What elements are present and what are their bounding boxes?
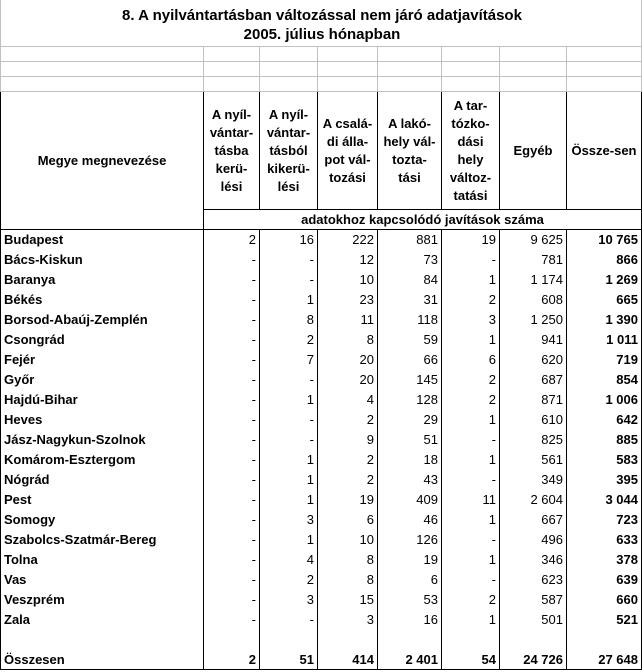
value-cell: 561 (500, 450, 567, 470)
value-cell: 2 (260, 330, 318, 350)
value-cell: - (204, 370, 260, 390)
value-cell: 496 (500, 530, 567, 550)
value-cell: - (204, 550, 260, 570)
row-total: 665 (567, 290, 642, 310)
total-value: 27 648 (567, 650, 642, 670)
value-cell: 6 (442, 350, 500, 370)
value-cell: 608 (500, 290, 567, 310)
table-row (1, 270, 642, 290)
value-cell: - (204, 610, 260, 630)
value-cell: 84 (378, 270, 442, 290)
empty-row (1, 77, 642, 92)
value-cell: 19 (378, 550, 442, 570)
subheader: adatokhoz kapcsolódó javítások száma (204, 210, 642, 230)
table-row (1, 370, 642, 390)
value-cell: 1 (260, 290, 318, 310)
value-cell: 1 250 (500, 310, 567, 330)
value-cell: 6 (378, 570, 442, 590)
table-row (1, 230, 642, 250)
value-cell: - (204, 410, 260, 430)
table-row (1, 510, 642, 530)
value-cell: 20 (318, 370, 378, 390)
county-name: Tolna (1, 550, 204, 570)
value-cell: 16 (378, 610, 442, 630)
value-cell: - (442, 250, 500, 270)
value-cell: - (204, 250, 260, 270)
value-cell: 3 (260, 510, 318, 530)
row-total: 10 765 (567, 230, 642, 250)
row-total: 642 (567, 410, 642, 430)
value-cell: - (204, 470, 260, 490)
value-cell: - (204, 310, 260, 330)
value-cell: 620 (500, 350, 567, 370)
value-cell: 1 (260, 450, 318, 470)
value-cell: - (260, 250, 318, 270)
value-cell: 2 (260, 570, 318, 590)
header-col-1: A nyíl-vántar-tásba kerü-lési (204, 92, 260, 210)
value-cell: - (204, 330, 260, 350)
row-total: 395 (567, 470, 642, 490)
value-cell: 118 (378, 310, 442, 330)
county-name: Nógrád (1, 470, 204, 490)
value-cell: 2 (442, 590, 500, 610)
value-cell: 3 (318, 610, 378, 630)
county-name: Heves (1, 410, 204, 430)
value-cell: - (260, 410, 318, 430)
value-cell: 10 (318, 270, 378, 290)
row-total: 3 044 (567, 490, 642, 510)
value-cell: 8 (318, 570, 378, 590)
value-cell: 53 (378, 590, 442, 610)
value-cell: 1 (442, 450, 500, 470)
value-cell: 46 (378, 510, 442, 530)
county-name: Komárom-Esztergom (1, 450, 204, 470)
table-row (1, 450, 642, 470)
value-cell: 20 (318, 350, 378, 370)
empty-row (1, 62, 642, 77)
value-cell: 16 (260, 230, 318, 250)
value-cell: - (204, 530, 260, 550)
value-cell: 667 (500, 510, 567, 530)
table-row (1, 330, 642, 350)
header-col-2: A nyíl-vántar-tásból kikerü-lési (260, 92, 318, 210)
value-cell: 9 (318, 430, 378, 450)
value-cell: 2 604 (500, 490, 567, 510)
row-total: 1 011 (567, 330, 642, 350)
value-cell: 18 (378, 450, 442, 470)
county-name: Fejér (1, 350, 204, 370)
value-cell: 19 (442, 230, 500, 250)
value-cell: 126 (378, 530, 442, 550)
table-title (0, 0, 642, 46)
county-name: Veszprém (1, 590, 204, 610)
value-cell: 1 (442, 550, 500, 570)
value-cell: - (442, 470, 500, 490)
value-cell: - (204, 590, 260, 610)
header-col-7: Össze-sen (567, 92, 642, 210)
total-label: Összesen (1, 650, 204, 670)
header-county: Megye megnevezése (1, 92, 204, 230)
county-name: Somogy (1, 510, 204, 530)
total-row (1, 650, 642, 670)
value-cell: 501 (500, 610, 567, 630)
value-cell: 8 (318, 330, 378, 350)
value-cell: 687 (500, 370, 567, 390)
total-value: 51 (260, 650, 318, 670)
table-row (1, 570, 642, 590)
county-name: Jász-Nagykun-Szolnok (1, 430, 204, 450)
county-name: Vas (1, 570, 204, 590)
value-cell: 610 (500, 410, 567, 430)
row-total: 660 (567, 590, 642, 610)
value-cell: 51 (378, 430, 442, 450)
value-cell: 1 (260, 470, 318, 490)
value-cell: 145 (378, 370, 442, 390)
row-total: 1 006 (567, 390, 642, 410)
value-cell: 73 (378, 250, 442, 270)
value-cell: - (442, 530, 500, 550)
value-cell: - (260, 430, 318, 450)
empty-row (1, 47, 642, 62)
value-cell: 2 (318, 470, 378, 490)
total-value: 2 (204, 650, 260, 670)
value-cell: 1 174 (500, 270, 567, 290)
table-row (1, 490, 642, 510)
header-col-5: A tar-tózko-dási hely változ-tatási (442, 92, 500, 210)
table-row (1, 310, 642, 330)
county-name: Bács-Kiskun (1, 250, 204, 270)
value-cell: - (204, 570, 260, 590)
county-name: Pest (1, 490, 204, 510)
value-cell: 1 (442, 610, 500, 630)
value-cell: 8 (260, 310, 318, 330)
value-cell: 1 (260, 530, 318, 550)
value-cell: - (204, 290, 260, 310)
value-cell: 4 (260, 550, 318, 570)
value-cell: - (204, 350, 260, 370)
value-cell: 59 (378, 330, 442, 350)
total-value: 414 (318, 650, 378, 670)
row-total: 1 390 (567, 310, 642, 330)
value-cell: 409 (378, 490, 442, 510)
value-cell: 11 (318, 310, 378, 330)
value-cell: 3 (442, 310, 500, 330)
value-cell: 43 (378, 470, 442, 490)
value-cell: 623 (500, 570, 567, 590)
value-cell: 825 (500, 430, 567, 450)
value-cell: 2 (318, 410, 378, 430)
row-total: 885 (567, 430, 642, 450)
county-name: Hajdú-Bihar (1, 390, 204, 410)
value-cell: 3 (260, 590, 318, 610)
value-cell: 8 (318, 550, 378, 570)
county-name: Csongrád (1, 330, 204, 350)
value-cell: 941 (500, 330, 567, 350)
value-cell: 222 (318, 230, 378, 250)
spacer-row (1, 630, 642, 650)
table-row (1, 390, 642, 410)
county-name: Borsod-Abaúj-Zemplén (1, 310, 204, 330)
row-total: 719 (567, 350, 642, 370)
title-line-1: 8. A nyilvántartásban változással nem járó adatjavítások (122, 7, 522, 24)
row-total: 854 (567, 370, 642, 390)
header-col-3: A csalá-di álla-pot vál-tozási (318, 92, 378, 210)
value-cell: 881 (378, 230, 442, 250)
value-cell: 6 (318, 510, 378, 530)
value-cell: - (204, 430, 260, 450)
value-cell: - (260, 610, 318, 630)
table-row (1, 470, 642, 490)
table-row (1, 350, 642, 370)
row-total: 639 (567, 570, 642, 590)
value-cell: 66 (378, 350, 442, 370)
value-cell: 15 (318, 590, 378, 610)
value-cell: 1 (442, 270, 500, 290)
value-cell: 871 (500, 390, 567, 410)
value-cell: 2 (442, 370, 500, 390)
table-row (1, 430, 642, 450)
header-row (1, 92, 642, 210)
table-row (1, 610, 642, 630)
value-cell: 2 (318, 450, 378, 470)
value-cell: - (204, 270, 260, 290)
county-name: Szabolcs-Szatmár-Bereg (1, 530, 204, 550)
value-cell: 11 (442, 490, 500, 510)
data-table (0, 46, 642, 670)
value-cell: 1 (442, 410, 500, 430)
table-row (1, 250, 642, 270)
value-cell: 29 (378, 410, 442, 430)
value-cell: 1 (442, 510, 500, 530)
value-cell: 23 (318, 290, 378, 310)
value-cell: - (204, 490, 260, 510)
county-name: Zala (1, 610, 204, 630)
value-cell: 7 (260, 350, 318, 370)
value-cell: - (204, 510, 260, 530)
value-cell: 9 625 (500, 230, 567, 250)
value-cell: 128 (378, 390, 442, 410)
value-cell: - (260, 370, 318, 390)
value-cell: - (442, 570, 500, 590)
value-cell: 12 (318, 250, 378, 270)
value-cell: 1 (442, 330, 500, 350)
title-line-2: 2005. július hónapban (243, 26, 401, 43)
row-total: 521 (567, 610, 642, 630)
value-cell: 781 (500, 250, 567, 270)
county-name: Budapest (1, 230, 204, 250)
value-cell: 19 (318, 490, 378, 510)
header-col-4: A lakó-hely vál-tozta-tási (378, 92, 442, 210)
value-cell: - (442, 430, 500, 450)
value-cell: 2 (204, 230, 260, 250)
row-total: 633 (567, 530, 642, 550)
value-cell: - (260, 270, 318, 290)
county-name: Baranya (1, 270, 204, 290)
table-row (1, 290, 642, 310)
row-total: 723 (567, 510, 642, 530)
county-name: Győr (1, 370, 204, 390)
value-cell: 2 (442, 390, 500, 410)
total-value: 54 (442, 650, 500, 670)
table-row (1, 550, 642, 570)
value-cell: - (204, 450, 260, 470)
value-cell: - (204, 390, 260, 410)
row-total: 378 (567, 550, 642, 570)
value-cell: 1 (260, 390, 318, 410)
row-total: 583 (567, 450, 642, 470)
value-cell: 10 (318, 530, 378, 550)
total-value: 2 401 (378, 650, 442, 670)
table-row (1, 590, 642, 610)
table-row (1, 410, 642, 430)
value-cell: 346 (500, 550, 567, 570)
row-total: 1 269 (567, 270, 642, 290)
row-total: 866 (567, 250, 642, 270)
value-cell: 1 (260, 490, 318, 510)
header-col-6: Egyéb (500, 92, 567, 210)
value-cell: 2 (442, 290, 500, 310)
value-cell: 349 (500, 470, 567, 490)
total-value: 24 726 (500, 650, 567, 670)
value-cell: 4 (318, 390, 378, 410)
value-cell: 31 (378, 290, 442, 310)
county-name: Békés (1, 290, 204, 310)
value-cell: 587 (500, 590, 567, 610)
table-row (1, 530, 642, 550)
